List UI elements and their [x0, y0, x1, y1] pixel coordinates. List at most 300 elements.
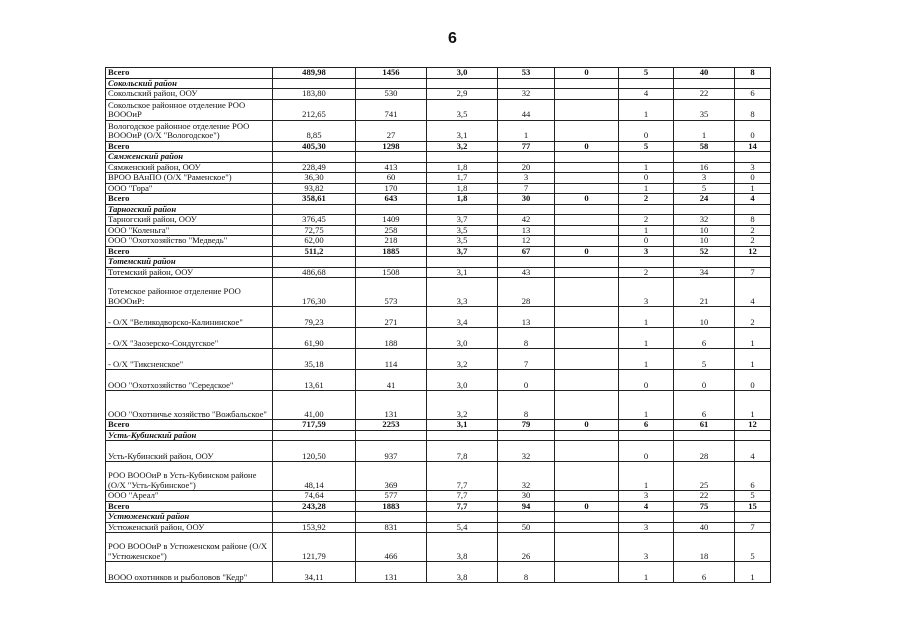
total-row — [106, 420, 771, 431]
value-cell: 30 — [498, 491, 555, 502]
value-cell: 7 — [735, 267, 771, 278]
value-cell: 35,18 — [273, 349, 356, 370]
value-cell: 2 — [735, 236, 771, 247]
value-cell: 3,1 — [427, 267, 498, 278]
value-cell: 22 — [674, 491, 735, 502]
value-cell: 5 — [735, 491, 771, 502]
row-label-cell: Тотемский район — [106, 257, 273, 268]
row-label-cell: Всего — [106, 194, 273, 205]
value-cell: 5 — [619, 68, 674, 79]
value-cell: 7 — [498, 183, 555, 194]
value-cell — [498, 78, 555, 89]
value-cell — [555, 562, 619, 583]
row-label-cell: Всего — [106, 501, 273, 512]
value-cell: 170 — [356, 183, 427, 194]
district-header-row — [106, 257, 771, 268]
value-cell: 1,8 — [427, 194, 498, 205]
value-cell: 3,1 — [427, 420, 498, 431]
value-cell: 3,0 — [427, 370, 498, 391]
value-cell: 28 — [674, 441, 735, 462]
value-cell: 3 — [735, 162, 771, 173]
value-cell — [555, 120, 619, 141]
table-row — [106, 162, 771, 173]
row-label-cell: ВРОО ВАнПО (О/Х "Раменское") — [106, 173, 273, 184]
value-cell: 0 — [555, 420, 619, 431]
value-cell: 1 — [619, 162, 674, 173]
value-cell: 2 — [619, 215, 674, 226]
value-cell: 258 — [356, 225, 427, 236]
row-label-cell: РОО ВОООиР в Устюженском районе (О/Х "Устюженское") — [106, 533, 273, 562]
row-label-cell: Тарногский район, ООУ — [106, 215, 273, 226]
value-cell: 58 — [674, 141, 735, 152]
value-cell — [555, 215, 619, 226]
value-cell — [735, 78, 771, 89]
value-cell: 1 — [619, 307, 674, 328]
value-cell: 188 — [356, 328, 427, 349]
value-cell — [498, 257, 555, 268]
value-cell — [356, 512, 427, 523]
value-cell — [273, 257, 356, 268]
value-cell: 7,8 — [427, 441, 498, 462]
value-cell: 5 — [619, 141, 674, 152]
value-cell: 530 — [356, 89, 427, 100]
table-row — [106, 562, 771, 583]
table-row — [106, 89, 771, 100]
value-cell — [619, 78, 674, 89]
value-cell: 1 — [619, 99, 674, 120]
value-cell — [555, 225, 619, 236]
value-cell: 3,5 — [427, 99, 498, 120]
value-cell: 79,23 — [273, 307, 356, 328]
district-header-row — [106, 152, 771, 163]
value-cell: 12 — [735, 420, 771, 431]
value-cell: 4 — [735, 441, 771, 462]
table-row — [106, 173, 771, 184]
value-cell: 7,7 — [427, 501, 498, 512]
value-cell: 6 — [619, 420, 674, 431]
table-row — [106, 120, 771, 141]
row-label-cell: ООО "Охотхозяйство "Медведь" — [106, 236, 273, 247]
value-cell: 40 — [674, 68, 735, 79]
value-cell: 1,8 — [427, 183, 498, 194]
value-cell — [356, 430, 427, 441]
row-label-cell: ООО "Гора" — [106, 183, 273, 194]
value-cell — [498, 204, 555, 215]
value-cell: 376,45 — [273, 215, 356, 226]
value-cell: 1 — [619, 462, 674, 491]
value-cell: 511,2 — [273, 246, 356, 257]
value-cell: 1 — [735, 183, 771, 194]
value-cell: 7,7 — [427, 462, 498, 491]
table-row — [106, 349, 771, 370]
value-cell — [555, 512, 619, 523]
value-cell: 7 — [498, 349, 555, 370]
value-cell: 3,2 — [427, 391, 498, 420]
value-cell: 4 — [619, 89, 674, 100]
value-cell — [555, 328, 619, 349]
value-cell: 6 — [674, 391, 735, 420]
value-cell — [674, 257, 735, 268]
value-cell: 7,7 — [427, 491, 498, 502]
value-cell: 1883 — [356, 501, 427, 512]
value-cell — [427, 78, 498, 89]
table-row — [106, 99, 771, 120]
value-cell: 61,90 — [273, 328, 356, 349]
district-header-row — [106, 430, 771, 441]
value-cell — [555, 183, 619, 194]
value-cell: 30 — [498, 194, 555, 205]
row-label-cell: Сокольский район, ООУ — [106, 89, 273, 100]
value-cell: 3,8 — [427, 533, 498, 562]
value-cell: 13 — [498, 225, 555, 236]
value-cell — [555, 162, 619, 173]
value-cell: 0 — [555, 194, 619, 205]
value-cell: 8 — [735, 99, 771, 120]
row-label-cell: Всего — [106, 141, 273, 152]
row-label-cell: Тотемский район, ООУ — [106, 267, 273, 278]
value-cell: 1 — [674, 120, 735, 141]
value-cell: 7 — [735, 522, 771, 533]
value-cell: 0 — [674, 370, 735, 391]
value-cell: 466 — [356, 533, 427, 562]
value-cell: 3,8 — [427, 562, 498, 583]
value-cell: 1885 — [356, 246, 427, 257]
value-cell: 8,85 — [273, 120, 356, 141]
value-cell: 0 — [735, 120, 771, 141]
value-cell: 93,82 — [273, 183, 356, 194]
value-cell — [735, 430, 771, 441]
value-cell: 94 — [498, 501, 555, 512]
value-cell: 741 — [356, 99, 427, 120]
value-cell — [555, 78, 619, 89]
value-cell: 6 — [674, 562, 735, 583]
value-cell: 3,7 — [427, 246, 498, 257]
total-row — [106, 141, 771, 152]
value-cell: 12 — [735, 246, 771, 257]
value-cell: 120,50 — [273, 441, 356, 462]
value-cell: 3,0 — [427, 68, 498, 79]
value-cell: 0 — [735, 370, 771, 391]
value-cell: 20 — [498, 162, 555, 173]
value-cell: 5 — [735, 533, 771, 562]
value-cell: 243,28 — [273, 501, 356, 512]
row-label-cell: РОО ВОООиР в Усть-Кубинском районе (О/Х "Усть-Кубинское") — [106, 462, 273, 491]
value-cell — [735, 257, 771, 268]
value-cell — [555, 204, 619, 215]
row-label-cell: Сокольский район — [106, 78, 273, 89]
value-cell: 0 — [619, 173, 674, 184]
value-cell: 21 — [674, 278, 735, 307]
value-cell — [674, 204, 735, 215]
value-cell: 1 — [735, 562, 771, 583]
value-cell: 1 — [735, 328, 771, 349]
value-cell: 1 — [498, 120, 555, 141]
row-label-cell: - О/Х "Заозерско-Сондугское" — [106, 328, 273, 349]
value-cell — [356, 152, 427, 163]
value-cell: 3,4 — [427, 307, 498, 328]
value-cell: 3,0 — [427, 328, 498, 349]
value-cell: 6 — [735, 462, 771, 491]
value-cell: 2 — [735, 307, 771, 328]
value-cell: 212,65 — [273, 99, 356, 120]
row-label-cell: ООО "Ареал" — [106, 491, 273, 502]
value-cell — [555, 441, 619, 462]
value-cell — [555, 533, 619, 562]
value-cell — [356, 257, 427, 268]
value-cell: 1,7 — [427, 173, 498, 184]
value-cell: 1 — [619, 183, 674, 194]
value-cell: 10 — [674, 225, 735, 236]
value-cell: 0 — [498, 370, 555, 391]
total-row — [106, 68, 771, 79]
value-cell: 1 — [619, 562, 674, 583]
value-cell: 27 — [356, 120, 427, 141]
value-cell: 3 — [619, 533, 674, 562]
value-cell: 183,80 — [273, 89, 356, 100]
value-cell: 8 — [735, 215, 771, 226]
value-cell: 0 — [735, 173, 771, 184]
value-cell: 0 — [619, 236, 674, 247]
value-cell: 3 — [498, 173, 555, 184]
value-cell: 32 — [498, 441, 555, 462]
value-cell: 10 — [674, 307, 735, 328]
value-cell: 2,9 — [427, 89, 498, 100]
table-row — [106, 236, 771, 247]
row-label-cell: Тарногский район — [106, 204, 273, 215]
value-cell — [555, 257, 619, 268]
value-cell: 3 — [619, 522, 674, 533]
value-cell: 34 — [674, 267, 735, 278]
total-row — [106, 501, 771, 512]
value-cell: 5 — [674, 183, 735, 194]
value-cell — [555, 89, 619, 100]
table-row — [106, 491, 771, 502]
value-cell: 0 — [619, 120, 674, 141]
row-label-cell: - О/Х "Великодворско-Калининское" — [106, 307, 273, 328]
value-cell — [427, 430, 498, 441]
value-cell: 176,30 — [273, 278, 356, 307]
value-cell: 3 — [674, 173, 735, 184]
value-cell: 3,2 — [427, 141, 498, 152]
table-row — [106, 307, 771, 328]
row-label-cell: Устюженский район, ООУ — [106, 522, 273, 533]
value-cell: 0 — [555, 246, 619, 257]
value-cell — [555, 152, 619, 163]
table-row — [106, 522, 771, 533]
value-cell — [356, 204, 427, 215]
value-cell: 75 — [674, 501, 735, 512]
value-cell: 3,2 — [427, 349, 498, 370]
value-cell: 42 — [498, 215, 555, 226]
value-cell: 62,00 — [273, 236, 356, 247]
value-cell — [427, 257, 498, 268]
value-cell: 26 — [498, 533, 555, 562]
value-cell — [555, 173, 619, 184]
value-cell: 60 — [356, 173, 427, 184]
row-label-cell: Вологодское районное отделение РОО ВОООиР (О/Х "Вологодское") — [106, 120, 273, 141]
value-cell: 52 — [674, 246, 735, 257]
value-cell — [555, 307, 619, 328]
value-cell: 405,30 — [273, 141, 356, 152]
value-cell: 486,68 — [273, 267, 356, 278]
value-cell: 2 — [619, 194, 674, 205]
value-cell — [498, 152, 555, 163]
value-cell — [619, 430, 674, 441]
table-body — [106, 68, 771, 583]
value-cell — [427, 204, 498, 215]
value-cell — [427, 152, 498, 163]
value-cell — [555, 267, 619, 278]
row-label-cell: ООО "Охотничье хозяйство "Вожбальское" — [106, 391, 273, 420]
row-label-cell: Сямженский район — [106, 152, 273, 163]
value-cell: 1,8 — [427, 162, 498, 173]
value-cell: 61 — [674, 420, 735, 431]
table-row — [106, 278, 771, 307]
value-cell: 8 — [498, 391, 555, 420]
value-cell: 10 — [674, 236, 735, 247]
table-row — [106, 328, 771, 349]
value-cell: 50 — [498, 522, 555, 533]
value-cell — [273, 512, 356, 523]
value-cell: 1456 — [356, 68, 427, 79]
table-row — [106, 215, 771, 226]
value-cell: 28 — [498, 278, 555, 307]
total-row — [106, 194, 771, 205]
value-cell — [555, 430, 619, 441]
value-cell — [498, 512, 555, 523]
value-cell: 44 — [498, 99, 555, 120]
value-cell: 5,4 — [427, 522, 498, 533]
value-cell: 228,49 — [273, 162, 356, 173]
table-row — [106, 441, 771, 462]
value-cell: 35 — [674, 99, 735, 120]
row-label-cell: ООО "Коленьга" — [106, 225, 273, 236]
value-cell: 937 — [356, 441, 427, 462]
value-cell — [674, 78, 735, 89]
row-label-cell: - О/Х "Тиксненское" — [106, 349, 273, 370]
value-cell: 1 — [619, 349, 674, 370]
value-cell: 36,30 — [273, 173, 356, 184]
value-cell: 13,61 — [273, 370, 356, 391]
value-cell: 18 — [674, 533, 735, 562]
value-cell: 0 — [555, 501, 619, 512]
row-label-cell: Всего — [106, 246, 273, 257]
value-cell: 41 — [356, 370, 427, 391]
table-row — [106, 462, 771, 491]
value-cell: 573 — [356, 278, 427, 307]
value-cell: 0 — [619, 441, 674, 462]
row-label-cell: Сямженский район, ООУ — [106, 162, 273, 173]
value-cell — [555, 236, 619, 247]
value-cell — [555, 391, 619, 420]
table-row — [106, 183, 771, 194]
value-cell: 48,14 — [273, 462, 356, 491]
value-cell: 0 — [555, 141, 619, 152]
value-cell: 3,1 — [427, 120, 498, 141]
value-cell: 3,5 — [427, 225, 498, 236]
value-cell: 1 — [619, 391, 674, 420]
value-cell: 53 — [498, 68, 555, 79]
row-label-cell: Всего — [106, 420, 273, 431]
row-label-cell: ВООО охотников и рыболовов "Кедр" — [106, 562, 273, 583]
value-cell: 16 — [674, 162, 735, 173]
table-row — [106, 533, 771, 562]
value-cell: 32 — [498, 89, 555, 100]
value-cell: 3,5 — [427, 236, 498, 247]
value-cell: 22 — [674, 89, 735, 100]
value-cell: 40 — [674, 522, 735, 533]
row-label-cell: Всего — [106, 68, 273, 79]
value-cell — [674, 512, 735, 523]
value-cell: 5 — [674, 349, 735, 370]
value-cell: 358,61 — [273, 194, 356, 205]
value-cell — [555, 278, 619, 307]
value-cell: 1409 — [356, 215, 427, 226]
value-cell: 271 — [356, 307, 427, 328]
value-cell: 1 — [619, 328, 674, 349]
value-cell — [273, 204, 356, 215]
row-label-cell: Устюженский район — [106, 512, 273, 523]
value-cell — [619, 152, 674, 163]
table-row — [106, 267, 771, 278]
value-cell: 8 — [735, 68, 771, 79]
row-label-cell: Сокольское районное отделение РОО ВОООиР — [106, 99, 273, 120]
value-cell: 12 — [498, 236, 555, 247]
value-cell: 114 — [356, 349, 427, 370]
row-label-cell: Тотемское районное отделение РОО ВОООиР: — [106, 278, 273, 307]
value-cell: 6 — [735, 89, 771, 100]
value-cell — [273, 430, 356, 441]
data-table — [105, 67, 771, 583]
value-cell: 369 — [356, 462, 427, 491]
value-cell: 13 — [498, 307, 555, 328]
row-label-cell: Усть-Кубинский район, ООУ — [106, 441, 273, 462]
value-cell — [619, 204, 674, 215]
value-cell — [735, 152, 771, 163]
value-cell: 32 — [674, 215, 735, 226]
value-cell: 3,7 — [427, 215, 498, 226]
value-cell: 1508 — [356, 267, 427, 278]
table-row — [106, 370, 771, 391]
value-cell — [498, 430, 555, 441]
value-cell: 24 — [674, 194, 735, 205]
value-cell: 3 — [619, 491, 674, 502]
district-header-row — [106, 512, 771, 523]
value-cell: 3 — [619, 278, 674, 307]
value-cell — [619, 512, 674, 523]
value-cell: 831 — [356, 522, 427, 533]
value-cell: 1298 — [356, 141, 427, 152]
value-cell — [555, 349, 619, 370]
value-cell: 41,00 — [273, 391, 356, 420]
value-cell: 34,11 — [273, 562, 356, 583]
value-cell: 4 — [735, 278, 771, 307]
value-cell — [735, 204, 771, 215]
value-cell: 489,98 — [273, 68, 356, 79]
value-cell: 2 — [735, 225, 771, 236]
value-cell: 1 — [619, 225, 674, 236]
value-cell: 32 — [498, 462, 555, 491]
value-cell: 15 — [735, 501, 771, 512]
value-cell — [674, 430, 735, 441]
value-cell: 1 — [735, 391, 771, 420]
value-cell: 643 — [356, 194, 427, 205]
value-cell: 74,64 — [273, 491, 356, 502]
page-number: 6 — [448, 30, 457, 47]
value-cell: 25 — [674, 462, 735, 491]
value-cell: 577 — [356, 491, 427, 502]
value-cell: 218 — [356, 236, 427, 247]
